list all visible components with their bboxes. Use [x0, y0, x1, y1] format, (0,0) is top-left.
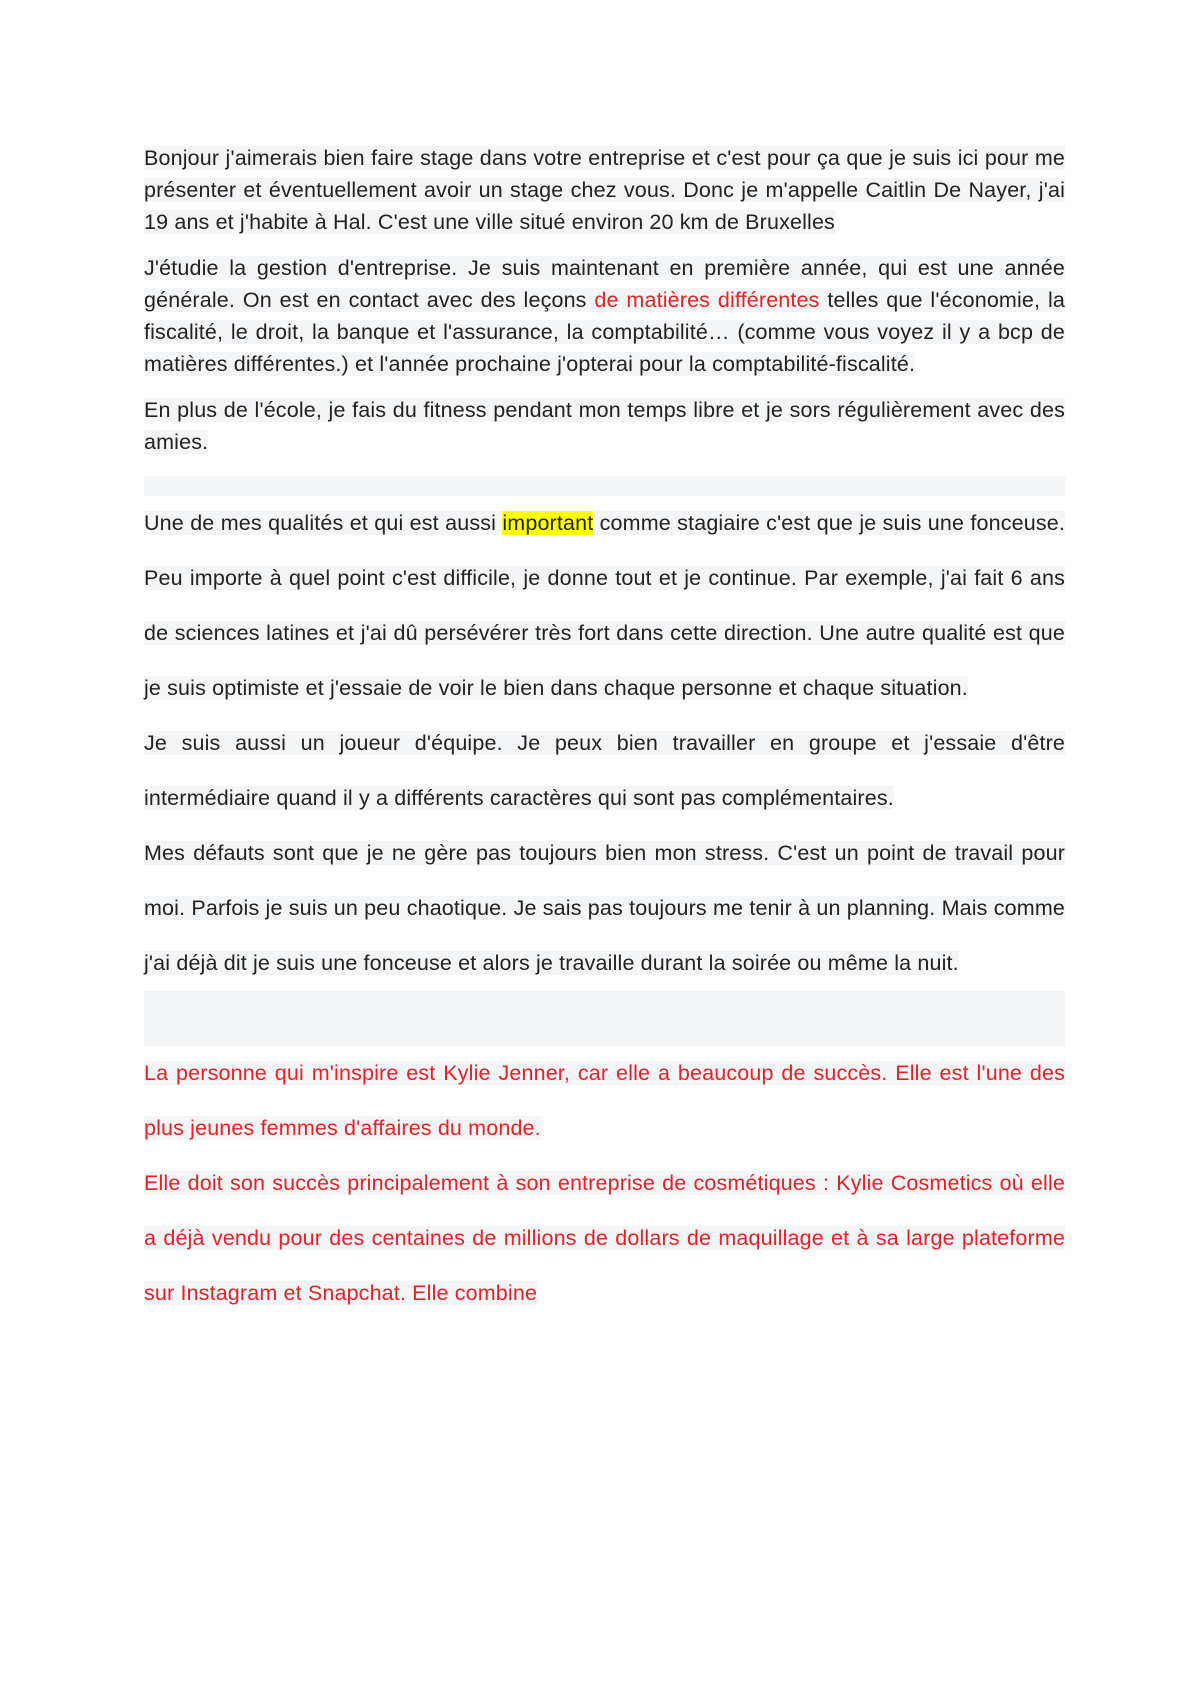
paragraph-weaknesses: [144, 826, 1065, 991]
paragraph-qualities-text-b: comme stagiaire c'est que je suis une fonceuse. Peu importe à quel point c'est difficile, je donne tout et je continue. Par exemple, j'ai fait 6 ans de sciences latines et j'ai dû persévérer très fort dans cette direction. Une autre qualité est que je suis optimiste et j'essaie de voir le bien dans chaque personne et chaque situation.: [144, 511, 1065, 700]
highlighted-word: important: [502, 511, 594, 535]
paragraph-qualities: [144, 496, 1065, 716]
paragraph-inspiration: [144, 1046, 1065, 1156]
paragraph-intro: [144, 142, 1065, 238]
paragraph-studies-text-b: telles que l'économie, la fiscalité, le droit, la banque et l'assurance, la comptabilité… (comme vous voyez il y a bcp de matières différentes.) et l'année prochaine j'opterai pour la comptabilité-fiscalité.: [144, 288, 1065, 376]
paragraph-inspiration-text: La personne qui m'inspire est Kylie Jenner, car elle a beaucoup de succès. Elle est l'une des plus jeunes femmes d'affaires du monde.: [144, 1061, 1065, 1140]
paragraph-teamwork-text: Je suis aussi un joueur d'équipe. Je peux bien travailler en groupe et j'essaie d'être intermédiaire quand il y a différents caractères qui sont pas complémentaires.: [144, 731, 1065, 810]
blank-line: [144, 476, 1065, 496]
document-body: [144, 142, 1065, 1321]
paragraph-success: [144, 1156, 1065, 1321]
paragraph-success-text: Elle doit son succès principalement à son entreprise de cosmétiques : Kylie Cosmetics où elle a déjà vendu pour des centaines de millions de dollars de maquillage et à sa large plateforme sur Instagram et Snapchat. Elle combine: [144, 1171, 1065, 1305]
paragraph-intro-text: Bonjour j'aimerais bien faire stage dans votre entreprise et c'est pour ça que je suis ici pour me présenter et éventuellement avoir un stage chez vous. Donc je m'appelle Caitlin De Nayer, j'ai 19 ans et j'habite à Hal. C'est une ville situé environ 20 km de Bruxelles: [144, 146, 1065, 234]
paragraph-weaknesses-text: Mes défauts sont que je ne gère pas toujours bien mon stress. C'est un point de travail pour moi. Parfois je suis un peu chaotique. Je sais pas toujours me tenir à un planning. Mais comme j'ai déjà dit je suis une fonceuse et alors je travaille durant la soirée ou même la nuit.: [144, 841, 1065, 975]
paragraph-qualities-text-a: Une de mes qualités et qui est aussi: [144, 511, 503, 535]
paragraph-teamwork: [144, 716, 1065, 826]
paragraph-studies-text-a: J'étudie la gestion d'entreprise. Je suis maintenant en première année, qui est une année générale. On est en contact avec des leçons: [144, 256, 1065, 312]
paragraph-studies-red-text: de matières différentes: [594, 288, 820, 312]
blank-line: [144, 991, 1065, 1046]
paragraph-hobbies-text: En plus de l'école, je fais du fitness pendant mon temps libre et je sors régulièrement avec des amies.: [144, 398, 1065, 454]
paragraph-studies: [144, 252, 1065, 380]
paragraph-hobbies: [144, 394, 1065, 458]
